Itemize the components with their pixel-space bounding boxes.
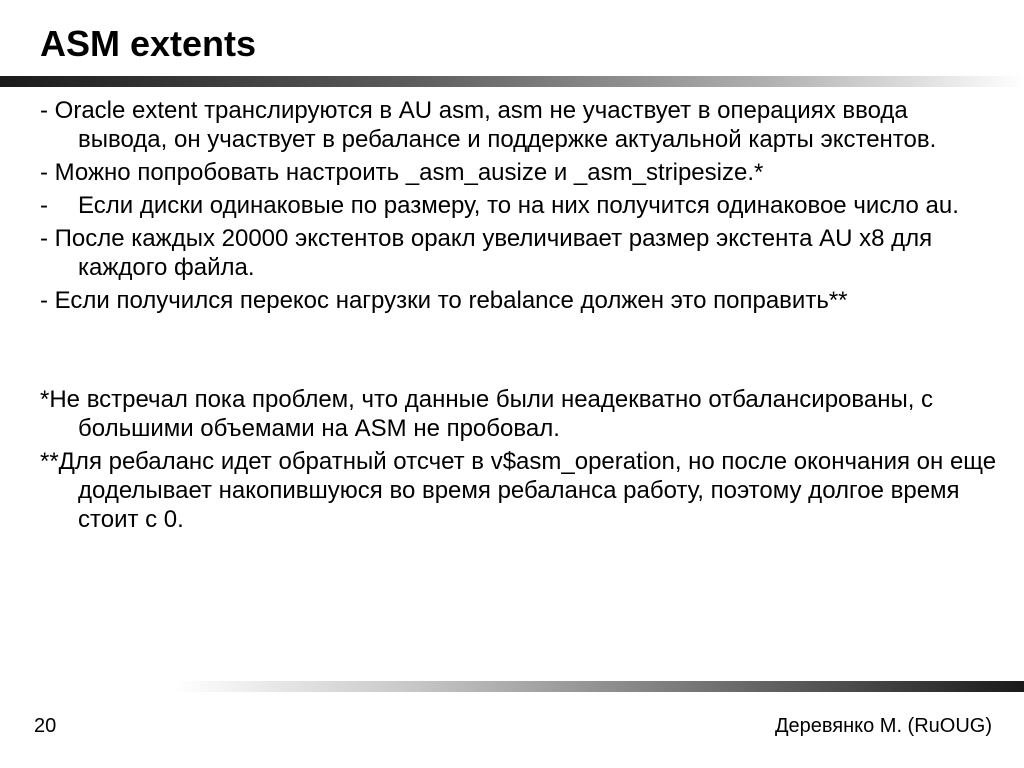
bullet-equal-disks-text: Если диски одинаковые по размеру, то на них получится одинаковое число au. bbox=[78, 192, 959, 219]
footnote-1: *Не встречал пока проблем, что данные были неадекватно отбалансированы, с большими объемами на ASM не пробовал. bbox=[40, 386, 934, 442]
footnote-2: **Для ребаланс идет обратный отсчет в v$asm_operation, но после окончания он еще доделывает накопившуюся во время ребаланса работу, поэтому долгое время стоит с 0. bbox=[40, 448, 997, 533]
bullet-extent-growth: - После каждых 20000 экстентов оракл увеличивает размер экстента AU x8 для каждого файла. bbox=[40, 225, 933, 281]
footer-divider bbox=[0, 681, 1024, 692]
footer-author: Деревянко М. (RuOUG) bbox=[774, 715, 992, 737]
bullet-oracle-extent: - Oracle extent транслируются в AU asm, asm не участвует в операциях ввода вывода, он участвует в ребалансе и поддержке актуальной карты экстентов. bbox=[40, 97, 937, 153]
bullet-rebalance: - Если получился перекос нагрузки то rebalance должен это поправить** bbox=[40, 287, 848, 314]
slide-body bbox=[40, 96, 1000, 538]
bullet-asm-params: - Можно попробовать настроить _asm_ausize и _asm_stripesize.* bbox=[40, 159, 764, 186]
bullet-equal-disks bbox=[40, 191, 1000, 220]
spacer bbox=[40, 319, 1000, 385]
slide-title: ASM extents bbox=[40, 23, 257, 64]
dash-marker: - bbox=[40, 192, 48, 219]
slide-number: 20 bbox=[34, 715, 57, 737]
title-divider bbox=[0, 76, 1024, 87]
